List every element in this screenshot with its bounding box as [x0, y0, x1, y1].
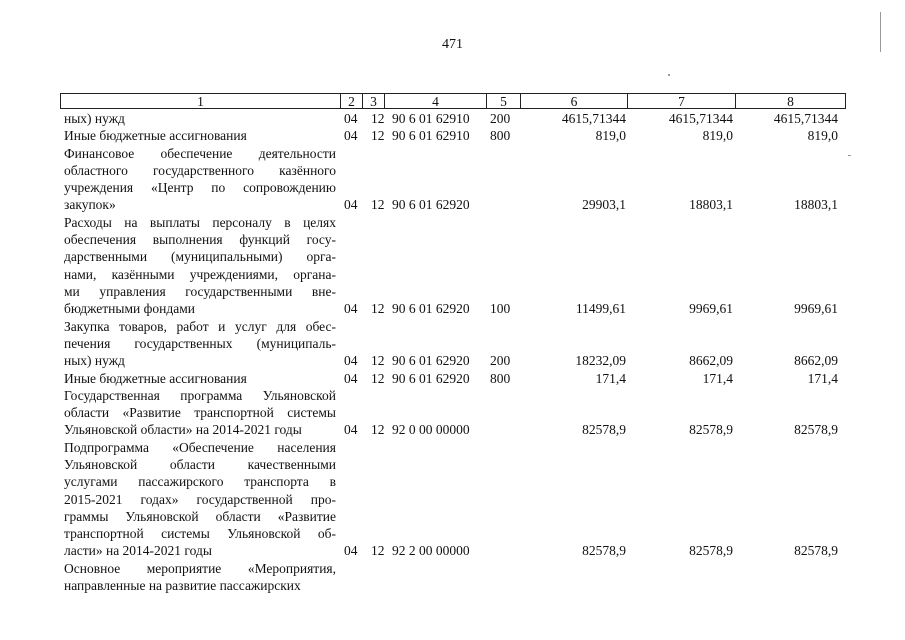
page-number: 471 — [442, 37, 463, 52]
row-description — [64, 145, 336, 214]
section-code: 04 — [344, 543, 358, 559]
description-line: ми управления государственными вне- — [64, 283, 336, 299]
section-code: 04 — [344, 370, 358, 386]
description-line: Иные бюджетные ассигнования — [64, 128, 247, 144]
amount-col-7: 4615,71344 — [668, 111, 733, 126]
description-line: Расходы на выплаты персоналу в целях — [64, 214, 336, 230]
description-line: областного государственного казённого — [64, 162, 336, 178]
description-line: Подпрограмма «Обеспечение населения — [64, 439, 336, 455]
description-line: Государственная программа Ульяновской — [64, 387, 336, 403]
amount-col-6: 82578,9 — [582, 543, 626, 559]
amount-col-6: 171,4 — [595, 370, 626, 386]
amount-col-7: 819,0 — [702, 128, 733, 144]
target-article-code: 90 6 01 62920 — [392, 301, 470, 317]
table-row — [0, 318, 905, 370]
description-line: направленные на развитие пассажирских — [64, 578, 301, 594]
amount-col-6: 4615,71344 — [561, 111, 626, 126]
section-code: 04 — [344, 111, 358, 126]
column-header-2: 2 — [341, 94, 363, 109]
subsection-code: 12 — [371, 301, 385, 317]
description-line: 2015-2021 годах» государственной про- — [64, 491, 336, 507]
expense-type-code: 200 — [490, 111, 511, 126]
section-code: 04 — [344, 353, 358, 369]
table-row — [0, 145, 905, 214]
column-header-1: 1 — [61, 94, 341, 109]
amount-col-8: 18803,1 — [794, 197, 838, 213]
column-header-3: 3 — [363, 94, 385, 109]
description-line: Ульяновской области качественными — [64, 456, 336, 472]
description-line: Финансовое обеспечение деятельности — [64, 145, 336, 161]
description-line: Ульяновской области» на 2014-2021 годы — [64, 422, 302, 438]
row-description — [64, 560, 336, 595]
amount-col-8: 4615,71344 — [773, 111, 838, 126]
row-description — [64, 439, 336, 560]
row-description — [64, 110, 336, 127]
amount-col-6: 18232,09 — [575, 353, 626, 369]
table-row — [0, 370, 905, 387]
scan-edge-mark — [880, 12, 881, 52]
amount-col-7: 82578,9 — [689, 543, 733, 559]
amount-col-8: 819,0 — [807, 128, 838, 144]
row-description — [64, 387, 336, 439]
column-header-4: 4 — [385, 94, 487, 109]
subsection-code: 12 — [371, 353, 385, 369]
description-line: печения государственных (муниципаль- — [64, 335, 336, 351]
amount-col-6: 82578,9 — [582, 422, 626, 438]
amount-col-7: 18803,1 — [689, 197, 733, 213]
table-row — [0, 387, 905, 439]
scan-dot — [668, 74, 670, 76]
amount-col-7: 8662,09 — [689, 353, 733, 369]
description-line: ных) нужд — [64, 111, 125, 126]
scan-dot — [848, 155, 851, 156]
description-line: ных) нужд — [64, 353, 125, 369]
description-line: обеспечения выполнения функций госу- — [64, 232, 336, 248]
description-line: бюджетными фондами — [64, 301, 195, 317]
amount-col-8: 171,4 — [807, 370, 838, 386]
description-line: Иные бюджетные ассигнования — [64, 370, 247, 386]
description-line: транспортной системы Ульяновской об- — [64, 526, 336, 542]
expense-type-code: 800 — [490, 370, 511, 386]
subsection-code: 12 — [371, 197, 385, 213]
table-row — [0, 127, 905, 144]
column-header-5: 5 — [487, 94, 521, 109]
target-article-code: 90 6 01 62920 — [392, 353, 470, 369]
description-line: дарственными (муниципальными) орга- — [64, 249, 336, 265]
table-row — [0, 110, 905, 127]
target-article-code: 90 6 01 62920 — [392, 370, 470, 386]
description-line: нами, казёнными учреждениями, органа- — [64, 266, 336, 282]
description-line: услугами пассажирского транспорта в — [64, 474, 336, 490]
description-line: Закупка товаров, работ и услуг для обес- — [64, 318, 336, 334]
description-line: Основное мероприятие «Мероприятия, — [64, 560, 336, 576]
description-line: учреждения «Центр по сопровождению — [64, 180, 336, 196]
target-article-code: 90 6 01 62920 — [392, 197, 470, 213]
expense-type-code: 100 — [490, 301, 511, 317]
table-row — [0, 560, 905, 595]
row-description — [64, 370, 336, 387]
column-header-7: 7 — [628, 94, 736, 109]
amount-col-6: 819,0 — [595, 128, 626, 144]
amount-col-8: 9969,61 — [794, 301, 838, 317]
amount-col-7: 82578,9 — [689, 422, 733, 438]
column-header-8: 8 — [736, 94, 846, 109]
expense-type-code: 200 — [490, 353, 511, 369]
target-article-code: 90 6 01 62910 — [392, 128, 470, 144]
row-description — [64, 127, 336, 144]
subsection-code: 12 — [371, 543, 385, 559]
row-description — [64, 214, 336, 318]
amount-col-7: 171,4 — [702, 370, 733, 386]
amount-col-6: 11499,61 — [575, 301, 626, 317]
section-code: 04 — [344, 197, 358, 213]
column-header-6: 6 — [521, 94, 628, 109]
amount-col-6: 29903,1 — [582, 197, 626, 213]
table-row — [0, 214, 905, 318]
section-code: 04 — [344, 422, 358, 438]
amount-col-8: 82578,9 — [794, 543, 838, 559]
amount-col-7: 9969,61 — [689, 301, 733, 317]
table-row — [0, 439, 905, 560]
row-description — [64, 318, 336, 370]
amount-col-8: 8662,09 — [794, 353, 838, 369]
section-code: 04 — [344, 301, 358, 317]
description-line: закупок» — [64, 197, 116, 213]
section-code: 04 — [344, 128, 358, 144]
subsection-code: 12 — [371, 422, 385, 438]
target-article-code: 92 2 00 00000 — [392, 543, 470, 559]
target-article-code: 90 6 01 62910 — [392, 111, 470, 126]
amount-col-8: 82578,9 — [794, 422, 838, 438]
subsection-code: 12 — [371, 370, 385, 386]
subsection-code: 12 — [371, 111, 385, 126]
expense-type-code: 800 — [490, 128, 511, 144]
target-article-code: 92 0 00 00000 — [392, 422, 470, 438]
description-line: ласти» на 2014-2021 годы — [64, 543, 212, 559]
description-line: граммы Ульяновской области «Развитие — [64, 508, 336, 524]
description-line: области «Развитие транспортной системы — [64, 405, 336, 421]
subsection-code: 12 — [371, 128, 385, 144]
